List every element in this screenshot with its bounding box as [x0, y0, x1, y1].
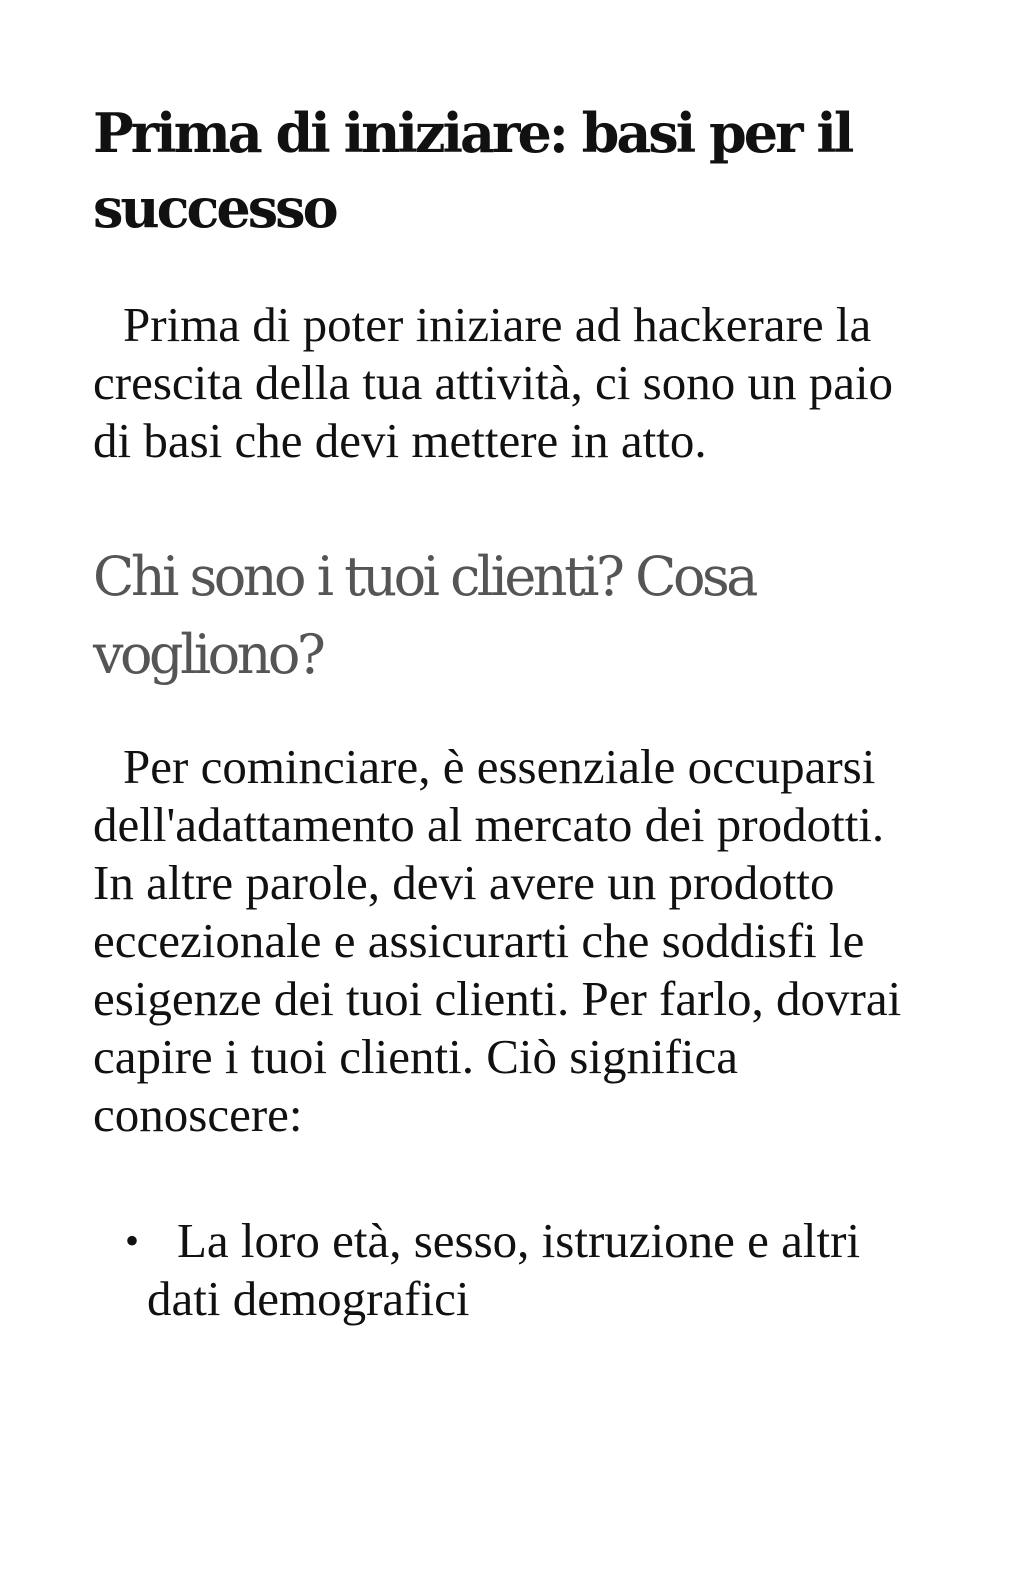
subsection-heading: Chi sono i tuoi clienti? Cosa vogliono? — [93, 545, 755, 686]
section-heading: Prima di iniziare: basi per il successo — [93, 101, 852, 240]
list-item — [125, 1212, 933, 1328]
article-page — [93, 96, 933, 1328]
bullet-icon: • — [125, 1218, 140, 1263]
list-item-text: La loro età, sesso, istruzione e altri dati demografici — [147, 1213, 861, 1326]
intro-paragraph: Prima di poter iniziare ad hackerare la crescita della tua attività, ci sono un paio di basi che devi mettere in atto. — [93, 297, 894, 468]
body-paragraph: Per cominciare, è essenziale occuparsi dell'adattamento al mercato dei prodotti. In altre parole, devi avere un prodotto eccezionale e assicurarti che soddisfi le esigenze dei tuoi clienti. Per farlo, dovrai capire i tuoi clienti. Ciò significa conoscere: — [93, 739, 902, 1142]
bullet-list — [93, 1212, 933, 1328]
